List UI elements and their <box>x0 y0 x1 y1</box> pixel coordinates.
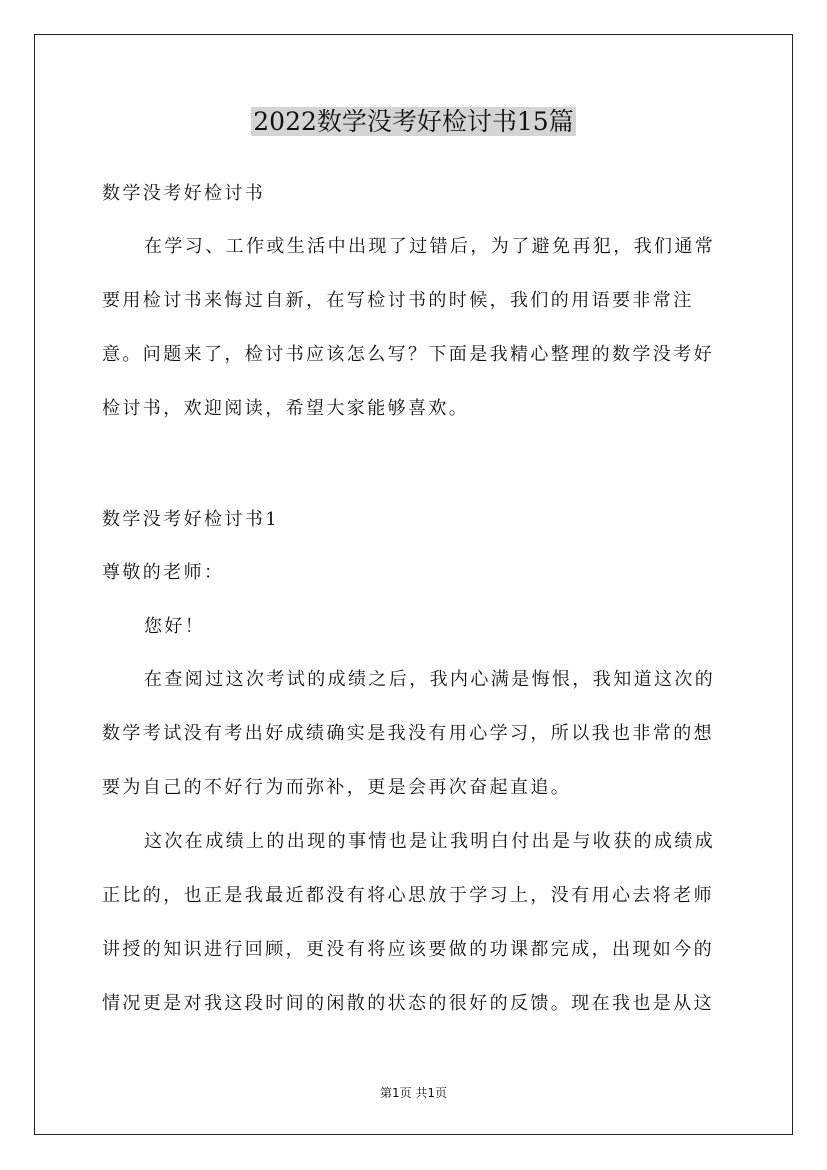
section-title: 数学没考好检讨书1 <box>102 509 280 530</box>
greeting: 您好！ <box>144 616 206 637</box>
salutation: 尊敬的老师： <box>102 562 225 583</box>
document-title: 2022数学没考好检讨书15篇 <box>253 107 574 136</box>
intro-paragraph: 在学习、工作或生活中出现了过错后，为了避免再犯，我们通常要用检讨书来悔过自新，在写检讨书的时候，我们的用语要非常注意。问题来了，检讨书应该怎么写？下面是我精心整理的数学没考好检讨书，欢迎阅读，希望大家能够喜欢。 <box>102 236 716 419</box>
body-paragraph-2: 这次在成绩上的出现的事情也是让我明白付出是与收获的成绩成正比的，也正是我最近都没有将心思放于学习上，没有用心去将老师讲授的知识进行回顾，更没有将应该要做的功课都完成，出现如今的情况更是对我这段时间的闲散的状态的很好的反馈。现在我也是从这 <box>102 831 716 1014</box>
heading: 数学没考好检讨书 <box>102 183 266 204</box>
body-paragraph-1: 在查阅过这次考试的成绩之后，我内心满是悔恨，我知道这次的数学考试没有考出好成绩确实是我没有用心学习，所以我也非常的想要为自己的不好行为而弥补，更是会再次奋起直追。 <box>102 669 716 798</box>
document-title-wrapper <box>0 104 827 140</box>
page-footer: 第1页 共1页 <box>379 1086 448 1100</box>
